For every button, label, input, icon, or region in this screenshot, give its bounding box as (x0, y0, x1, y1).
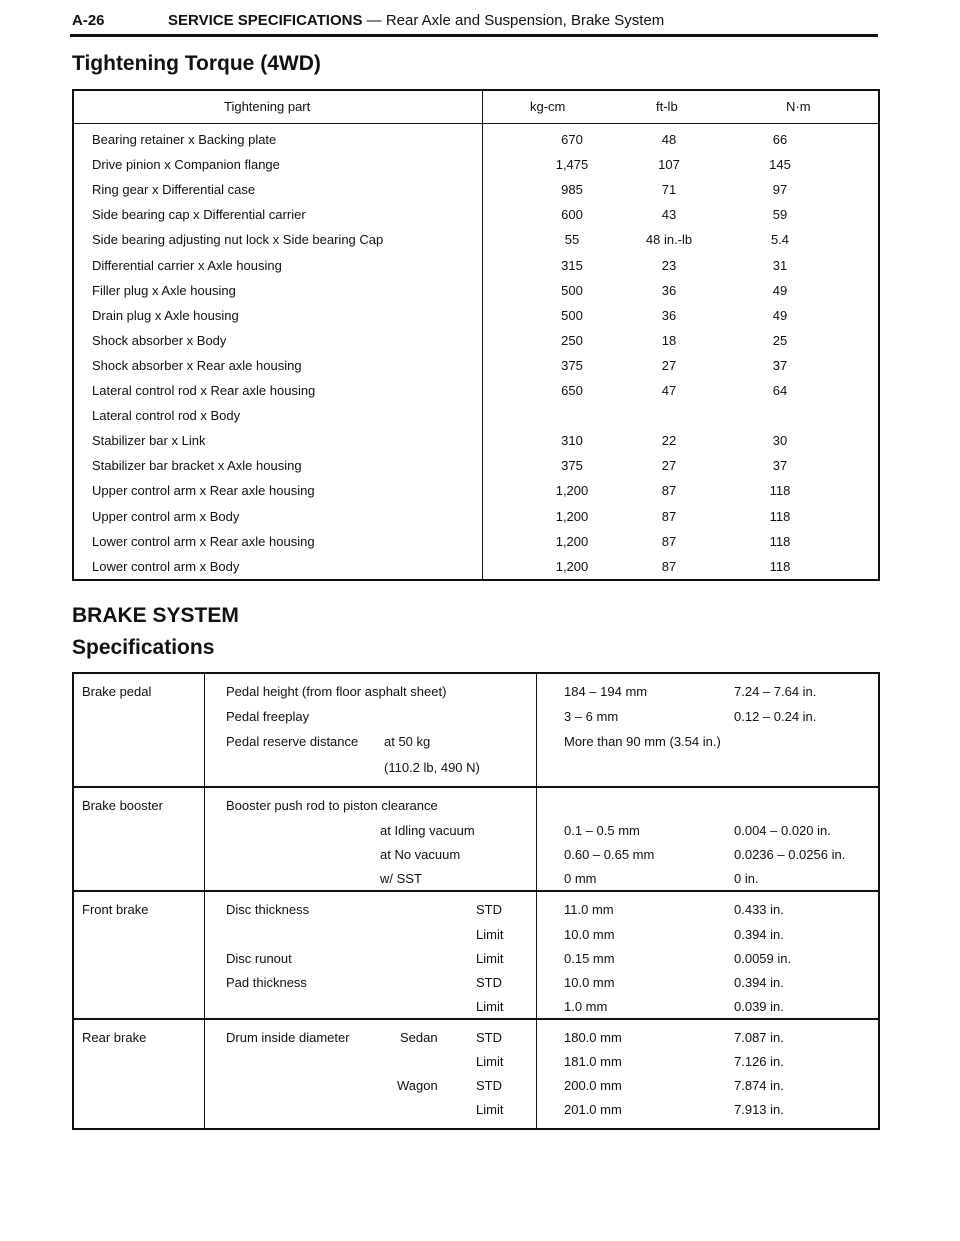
category-label: Front brake (82, 902, 149, 917)
spec-grade: STD (476, 975, 502, 990)
spec-value-in: 7.913 in. (734, 1102, 784, 1117)
torque-ft-lb: 87 (661, 533, 677, 549)
col-header-ft: ft-lb (656, 99, 678, 114)
torque-kg-cm: 315 (561, 257, 583, 273)
spec-condition: w/ SST (380, 871, 422, 886)
torque-row (74, 258, 878, 283)
torque-ft-lb: 43 (661, 207, 677, 223)
tightening-part: Drive pinion x Companion flange (92, 157, 280, 173)
torque-kg-cm: 55 (564, 232, 580, 248)
spec-grade: Limit (476, 951, 504, 966)
spec-value-in: 7.087 in. (734, 1030, 784, 1045)
torque-nm: 97 (772, 182, 788, 198)
torque-ft-lb: 18 (661, 332, 677, 348)
torque-kg-cm: 250 (561, 332, 583, 348)
torque-row (74, 433, 878, 458)
torque-ft-lb: 87 (661, 483, 677, 499)
spec-value-mm: 3 – 6 mm (564, 709, 619, 724)
tightening-part: Stabilizer bar bracket x Axle housing (92, 458, 302, 474)
torque-kg-cm: 375 (561, 458, 583, 474)
spec-value-mm: 181.0 mm (564, 1054, 622, 1069)
spec-value-in: 0.0059 in. (734, 951, 792, 966)
torque-ft-lb: 107 (658, 157, 680, 173)
torque-nm: 31 (772, 257, 788, 273)
col-header-kg: kg-cm (530, 99, 566, 114)
torque-row (74, 232, 878, 257)
spec-value-mm: 0 mm (564, 871, 597, 886)
spec-value-in: 0 in. (734, 871, 759, 886)
torque-kg-cm: 500 (561, 282, 583, 298)
torque-kg-cm: 500 (561, 307, 583, 323)
tightening-part: Upper control arm x Rear axle housing (92, 483, 315, 499)
tightening-part: Shock absorber x Rear axle housing (92, 357, 302, 373)
torque-kg-cm: 1,200 (555, 483, 589, 499)
torque-nm: 5.4 (770, 232, 790, 248)
torque-kg-cm: 650 (561, 383, 583, 398)
torque-nm: 145 (769, 157, 791, 173)
torque-row (74, 333, 878, 358)
header-rule (70, 34, 878, 37)
spec-value-in: 0.039 in. (734, 999, 784, 1014)
spec-grade: Limit (476, 927, 504, 942)
spec-item: Booster push rod to piston clearance (226, 798, 438, 813)
torque-heading: Tightening Torque (4WD) (72, 52, 321, 75)
torque-row (74, 534, 878, 559)
torque-ft-lb: 48 (661, 132, 677, 147)
spec-value-mm: 0.60 – 0.65 mm (564, 847, 655, 862)
torque-row (74, 383, 878, 408)
spec-value-mm: 200.0 mm (564, 1078, 622, 1093)
spec-grade: Limit (476, 999, 504, 1014)
spec-item: Pedal reserve distance (226, 734, 359, 749)
torque-ft-lb: 36 (661, 307, 677, 323)
page-title-bold: SERVICE SPECIFICATIONS (168, 12, 363, 29)
torque-nm: 59 (772, 207, 788, 223)
spec-value-in: 7.126 in. (734, 1054, 784, 1069)
torque-ft-lb: 36 (661, 282, 677, 298)
page-title (168, 12, 664, 29)
torque-kg-cm: 310 (561, 433, 583, 449)
tightening-part: Ring gear x Differential case (92, 182, 256, 198)
spec-value-mm: 184 – 194 mm (564, 684, 648, 699)
spec-variant: Wagon (397, 1078, 438, 1093)
torque-ft-lb: 23 (661, 257, 677, 273)
tightening-part: Lower control arm x Rear axle housing (92, 533, 315, 549)
spec-value-mm: 11.0 mm (564, 902, 614, 917)
spec-item: Disc runout (226, 951, 292, 966)
torque-kg-cm: 600 (561, 207, 583, 223)
col-header-nm: N·m (786, 99, 811, 114)
category-label: Brake booster (82, 798, 163, 813)
spec-condition: at No vacuum (380, 847, 461, 862)
tightening-part: Differential carrier x Axle housing (92, 257, 282, 273)
spec-condition: at 50 kg (384, 734, 431, 749)
spec-item: Pedal height (from floor asphalt sheet) (226, 684, 447, 699)
spec-item: Pad thickness (226, 975, 307, 990)
torque-row (74, 408, 878, 433)
torque-row (74, 283, 878, 308)
tightening-part: Bearing retainer x Backing plate (92, 132, 277, 147)
torque-row (74, 157, 878, 182)
spec-value-mm: 0.15 mm (564, 951, 615, 966)
tightening-part: Lateral control rod x Body (92, 408, 241, 424)
category-label: Rear brake (82, 1030, 147, 1045)
torque-nm: 25 (772, 332, 788, 348)
torque-table (72, 89, 880, 581)
torque-kg-cm: 375 (561, 357, 583, 373)
tightening-part: Side bearing adjusting nut lock x Side bearing Cap (92, 232, 384, 248)
torque-kg-cm: 985 (561, 182, 583, 198)
spec-value-mm: 201.0 mm (564, 1102, 622, 1117)
torque-row (74, 559, 878, 584)
torque-row (74, 458, 878, 483)
spec-grade: STD (476, 1030, 502, 1045)
section-brake-booster (72, 786, 880, 890)
spec-value-in: 0.394 in. (734, 927, 784, 942)
spec-item: Drum inside diameter (226, 1030, 350, 1045)
spec-grade: STD (476, 902, 502, 917)
spec-grade: Limit (476, 1102, 504, 1117)
torque-ft-lb: 87 (661, 558, 677, 574)
spec-variant: Sedan (400, 1030, 438, 1045)
tightening-part: Side bearing cap x Differential carrier (92, 207, 306, 223)
torque-ft-lb: 22 (661, 433, 677, 449)
tightening-part: Lower control arm x Body (92, 558, 240, 574)
page-title-rest: — Rear Axle and Suspension, Brake System (362, 12, 665, 29)
spec-value-in: 0.0236 – 0.0256 in. (734, 847, 846, 862)
torque-nm: 37 (772, 458, 788, 474)
spec-value-in: 0.12 – 0.24 in. (734, 709, 817, 724)
torque-nm: 118 (769, 483, 791, 499)
spec-item: Disc thickness (226, 902, 310, 917)
torque-nm: 118 (769, 508, 791, 524)
torque-row (74, 308, 878, 333)
torque-nm: 49 (772, 307, 788, 323)
spec-value-mm: 10.0 mm (564, 927, 615, 942)
torque-ft-lb: 71 (661, 182, 677, 198)
torque-nm: 49 (772, 282, 788, 298)
torque-ft-lb: 87 (661, 508, 677, 524)
torque-kg-cm: 1,200 (555, 558, 589, 574)
torque-row (74, 509, 878, 534)
spec-value-in: 0.394 in. (734, 975, 784, 990)
torque-nm: 118 (769, 558, 791, 574)
torque-kg-cm: 1,200 (555, 508, 589, 524)
spec-item: Pedal freeplay (226, 709, 310, 724)
page-number: A-26 (72, 12, 105, 29)
spec-value-mm: 0.1 – 0.5 mm (564, 823, 640, 838)
section-front-brake (72, 890, 880, 1018)
tightening-part: Upper control arm x Body (92, 508, 240, 524)
spec-grade: STD (476, 1078, 502, 1093)
torque-ft-lb: 48 in.-lb (645, 232, 693, 248)
tightening-part: Lateral control rod x Rear axle housing (92, 383, 316, 398)
torque-nm: 118 (769, 533, 791, 549)
torque-ft-lb: 27 (661, 458, 677, 474)
tightening-part: Filler plug x Axle housing (92, 282, 236, 298)
torque-kg-cm: 1,200 (555, 533, 589, 549)
tightening-part: Shock absorber x Body (92, 332, 227, 348)
col-header-part: Tightening part (224, 99, 311, 114)
torque-nm: 66 (772, 132, 788, 147)
spec-value-in: 7.24 – 7.64 in. (734, 684, 817, 699)
spec-value-mm: 1.0 mm (564, 999, 608, 1014)
torque-nm: 37 (772, 357, 788, 373)
torque-row (74, 483, 878, 508)
brake-heading: BRAKE SYSTEM (72, 604, 239, 627)
brake-subheading: Specifications (72, 636, 215, 659)
tightening-part: Drain plug x Axle housing (92, 307, 239, 323)
section-rear-brake (72, 1018, 880, 1130)
torque-row (74, 358, 878, 383)
torque-kg-cm: 1,475 (555, 157, 589, 173)
spec-value-in: 7.874 in. (734, 1078, 784, 1093)
spec-value-mm: 180.0 mm (564, 1030, 622, 1045)
torque-row (74, 132, 878, 157)
spec-value-in: 0.004 – 0.020 in. (734, 823, 831, 838)
torque-nm: 64 (772, 383, 788, 398)
spec-grade: Limit (476, 1054, 504, 1069)
spec-condition: at Idling vacuum (380, 823, 475, 838)
torque-kg-cm: 670 (561, 132, 583, 147)
torque-ft-lb: 47 (661, 383, 677, 398)
spec-value-in: 0.433 in. (734, 902, 784, 917)
section-brake-pedal (72, 672, 880, 786)
spec-value-mm: 10.0 mm (564, 975, 615, 990)
torque-ft-lb: 27 (661, 357, 677, 373)
tightening-part: Stabilizer bar x Link (92, 433, 206, 449)
spec-value-mm: More than 90 mm (3.54 in.) (564, 734, 721, 749)
torque-row (74, 182, 878, 207)
category-label: Brake pedal (82, 684, 152, 699)
torque-row (74, 207, 878, 232)
torque-nm: 30 (772, 433, 788, 449)
header-divider (74, 123, 878, 124)
spec-condition: (110.2 lb, 490 N) (384, 760, 480, 775)
